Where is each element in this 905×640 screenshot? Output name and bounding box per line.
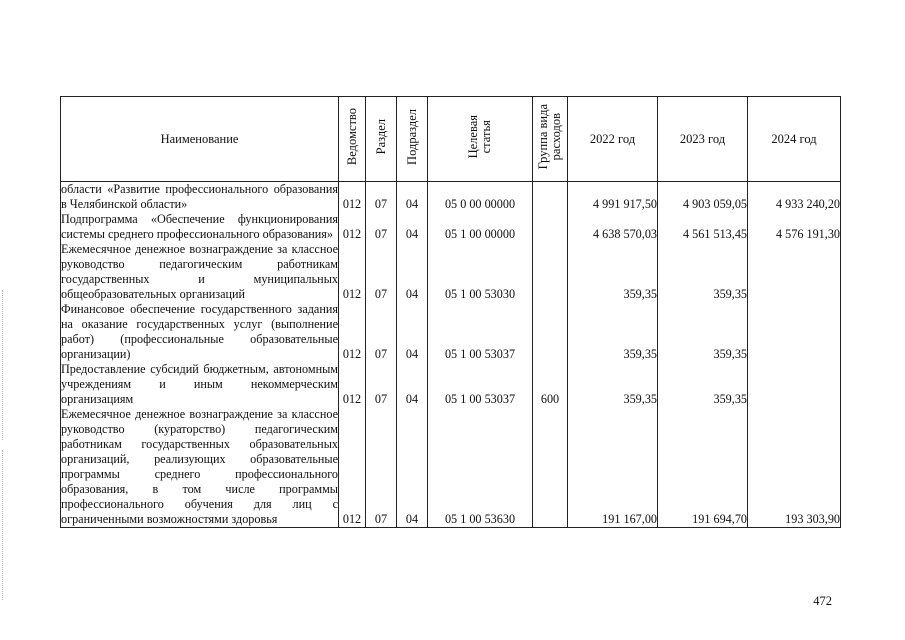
table-row (61, 362, 841, 407)
header-podrazdel: Подраздел (397, 97, 428, 182)
row-podrazdel: 04 (397, 182, 428, 213)
row-celevaya-statya: 05 1 00 53037 (428, 362, 533, 407)
row-celevaya-statya: 05 1 00 53030 (428, 242, 533, 302)
row-gruppa-rashodov (533, 407, 568, 528)
row-celevaya-statya: 05 1 00 00000 (428, 212, 533, 242)
row-vedomstvo: 012 (339, 302, 366, 362)
page-number: 472 (813, 594, 832, 608)
row-vedomstvo: 012 (339, 182, 366, 213)
row-value-2022: 359,35 (568, 302, 658, 362)
row-celevaya-statya: 05 1 00 53037 (428, 302, 533, 362)
row-podrazdel: 04 (397, 242, 428, 302)
header-celevaya-statya: Целевая статья (428, 97, 533, 182)
row-value-2022: 359,35 (568, 362, 658, 407)
row-value-2024: 4 933 240,20 (748, 182, 841, 213)
table-row (61, 242, 841, 302)
row-value-2024 (748, 242, 841, 302)
row-name: Ежемесячное денежное вознаграждение за классное руководство (кураторство) педагогическим работникам государственных образовательных организаций, реализующих образовательные программы среднего профессионального образования, в том числе программы профессионального обучения для лиц с ограниченными возможностями здоровья (61, 407, 338, 526)
row-name: Финансовое обеспечение государственного задания на оказание государственных услуг (выполнение работ) (профессиональные образовательные организации) (61, 302, 338, 361)
row-razdel: 07 (366, 302, 397, 362)
row-value-2024: 193 303,90 (748, 407, 841, 528)
row-vedomstvo: 012 (339, 407, 366, 528)
row-celevaya-statya: 05 0 00 00000 (428, 182, 533, 213)
row-value-2022: 191 167,00 (568, 407, 658, 528)
row-name: Ежемесячное денежное вознаграждение за классное руководство педагогическим работникам государственных и муниципальных общеобразовательных организаций (61, 242, 338, 301)
table-row (61, 407, 841, 528)
row-value-2024 (748, 302, 841, 362)
row-vedomstvo: 012 (339, 242, 366, 302)
row-podrazdel: 04 (397, 302, 428, 362)
row-razdel: 07 (366, 362, 397, 407)
row-gruppa-rashodov (533, 242, 568, 302)
row-razdel: 07 (366, 407, 397, 528)
row-value-2024 (748, 362, 841, 407)
row-value-2022: 4 638 570,03 (568, 212, 658, 242)
scan-artifact (2, 290, 5, 440)
table-header-row (61, 97, 841, 182)
row-vedomstvo: 012 (339, 362, 366, 407)
row-gruppa-rashodov (533, 212, 568, 242)
row-name: области «Развитие профессионального образования в Челябинской области» (61, 182, 338, 211)
row-value-2024: 4 576 191,30 (748, 212, 841, 242)
budget-table (60, 96, 841, 528)
row-value-2023: 359,35 (658, 362, 748, 407)
row-podrazdel: 04 (397, 362, 428, 407)
header-name: Наименование (61, 97, 339, 182)
row-value-2023: 359,35 (658, 302, 748, 362)
scan-artifact (2, 450, 5, 600)
row-value-2023: 359,35 (658, 242, 748, 302)
row-gruppa-rashodov (533, 182, 568, 213)
row-razdel: 07 (366, 182, 397, 213)
header-year-2023: 2023 год (658, 97, 748, 182)
row-vedomstvo: 012 (339, 212, 366, 242)
row-celevaya-statya: 05 1 00 53630 (428, 407, 533, 528)
header-vedomstvo: Ведомство (339, 97, 366, 182)
header-gruppa-rashodov: Группа вида расходов (533, 97, 568, 182)
row-gruppa-rashodov: 600 (533, 362, 568, 407)
row-podrazdel: 04 (397, 212, 428, 242)
row-podrazdel: 04 (397, 407, 428, 528)
table-row (61, 212, 841, 242)
row-value-2023: 4 903 059,05 (658, 182, 748, 213)
header-razdel: Раздел (366, 97, 397, 182)
row-gruppa-rashodov (533, 302, 568, 362)
row-name: Предоставление субсидий бюджетным, автономным учреждениям и иным некоммерческим организациям (61, 362, 338, 406)
header-year-2022: 2022 год (568, 97, 658, 182)
header-year-2024: 2024 год (748, 97, 841, 182)
row-name: Подпрограмма «Обеспечение функционирования системы среднего профессионального образования» (61, 212, 338, 241)
row-value-2023: 191 694,70 (658, 407, 748, 528)
row-razdel: 07 (366, 242, 397, 302)
row-value-2022: 4 991 917,50 (568, 182, 658, 213)
table-row (61, 182, 841, 213)
table-row (61, 302, 841, 362)
row-value-2022: 359,35 (568, 242, 658, 302)
row-value-2023: 4 561 513,45 (658, 212, 748, 242)
row-razdel: 07 (366, 212, 397, 242)
